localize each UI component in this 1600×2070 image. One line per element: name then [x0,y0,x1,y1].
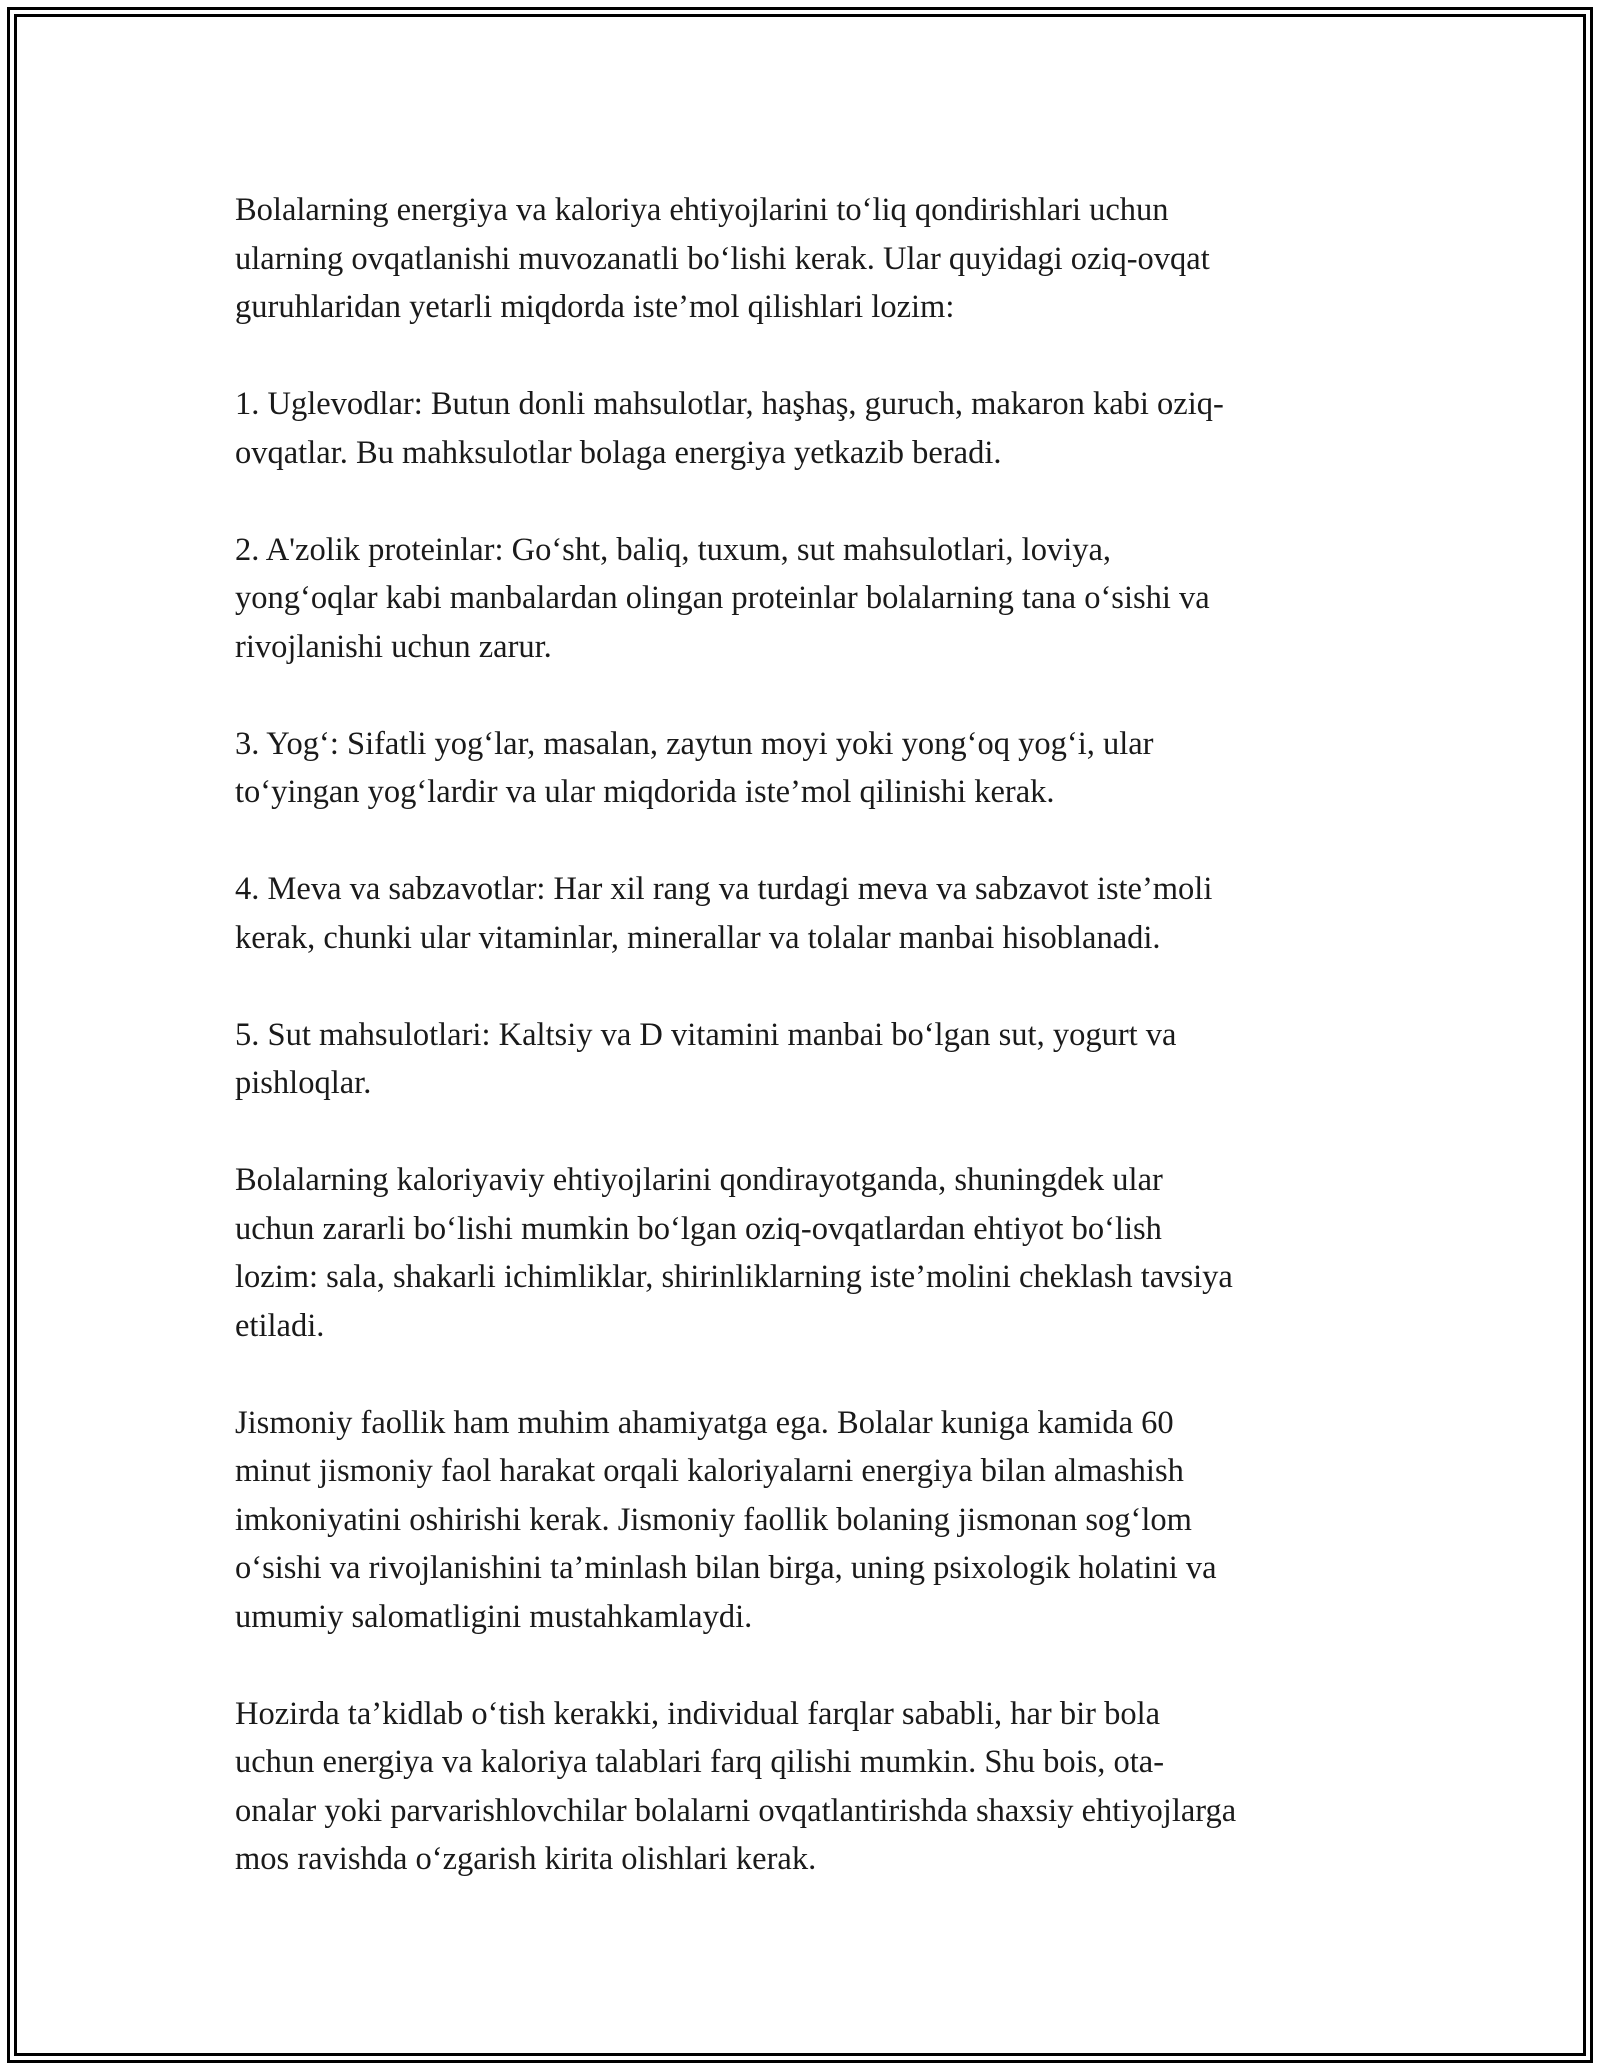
harmful-foods-paragraph: Bolalarning kaloriyaviy ehtiyojlarini qondirayotganda, shuningdek ular uchun zararli bo‘lishi mumkin bo‘lgan oziq-ovqatlardan ehtiyot bo‘lish lozim: sala, shakarli ichimliklar, shirinliklarning iste’molini cheklash tavsiya etiladi. [235,1162,1233,1344]
list-item-fruits-vegetables: 4. Meva va sabzavotlar: Har xil rang va turdagi meva va sabzavot iste’moli kerak, chunki ular vitaminlar, minerallar va tolalar manbai hisoblanadi. [235,871,1213,956]
list-item-carbohydrates: 1. Uglevodlar: Butun donli mahsulotlar, haşhaş, guruch, makaron kabi oziq- ovqatlar. Bu mahksulotlar bolaga energiya yetkazib beradi. [235,386,1224,471]
list-item-proteins: 2. A'zolik proteinlar: Go‘sht, baliq, tuxum, sut mahsulotlari, loviya, yong‘oqlar kabi manbalardan olingan proteinlar bolalarning tana o‘sishi va rivojlanishi uchun zarur. [235,531,1210,665]
list-item-fats: 3. Yog‘: Sifatli yog‘lar, masalan, zaytun moyi yoki yong‘oq yog‘i, ular to‘yingan yog‘lardir va ular miqdorida iste’mol qilinishi kerak. [235,725,1154,810]
physical-activity-paragraph: Jismoniy faollik ham muhim ahamiyatga ega. Bolalar kuniga kamida 60 minut jismoniy faol harakat orqali kaloriyalarni energiya bilan almashish imkoniyatini oshirishi kerak. Jismoniy faollik bolaning jismonan sog‘lom o‘sishi va rivojlanishini ta’minlash bilan birga, uning psixologik holatini va umumiy salomatligini mustahkamlaydi. [235,1404,1217,1635]
individual-differences-paragraph: Hozirda ta’kidlab o‘tish kerakki, individual farqlar sababli, har bir bola uchun energiya va kaloriya talablari farq qilishi mumkin. Shu bois, ota- onalar yoki parvarishlovchilar bolalarni ovqatlantirishda shaxsiy ehtiyojlarga mos ravishda o‘zgarish kirita olishlari kerak. [235,1695,1237,1877]
list-item-dairy: 5. Sut mahsulotlari: Kaltsiy va D vitamini manbai bo‘lgan sut, yogurt va pishloqlar. [235,1016,1177,1101]
document-body [235,186,1380,1884]
intro-paragraph: Bolalarning energiya va kaloriya ehtiyojlarini to‘liq qondirishlari uchun ularning ovqatlanishi muvozanatli bo‘lishi kerak. Ular quyidagi oziq-ovqat guruhlaridan yetarli miqdorda iste’mol qilishlari lozim: [235,192,1210,325]
